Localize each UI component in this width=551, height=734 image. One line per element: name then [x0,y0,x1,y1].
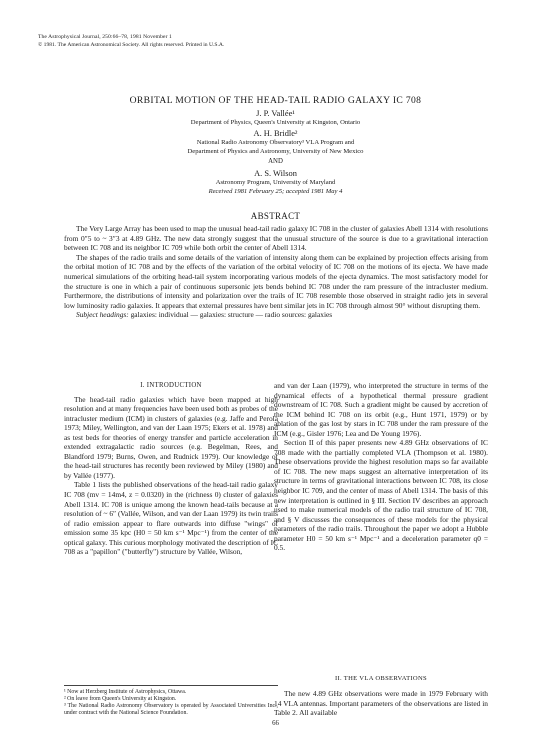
section-heading: I. INTRODUCTION [140,382,202,389]
subject-headings [64,310,488,320]
body-paragraph: and van der Laan (1979), who interpreted the structure in terms of the dynamical effects of a hypothetical thermal pressure gradient downstream of IC 708. Such a gradient might be caused by accretion of the ICM behind IC 708 on its orbit (e.g., Hunt 1971, 1979) or by ablation of the gas lost by stars in IC 708 under the ram pressure of the ICM (e.g., Gisler 1976; Lea and De Young 1976). [274,381,488,438]
footnotes [64,685,278,717]
journal-header [38,34,224,49]
subject-headings-text: galaxies: individual — galaxies: structure — radio sources: galaxies [130,310,333,320]
author-affiliation: National Radio Astronomy Observatory³ VLA Program and [196,139,355,147]
author-affiliation: Department of Physics, Queen's University at Kingston, Ontario [190,119,361,126]
author-affiliation: Department of Physics and Astronomy, University of New Mexico [187,147,364,155]
author-name: A. H. Bridle² [253,129,298,139]
body-paragraph: Section II of this paper presents new 4.89 GHz observations of IC 708 made with the partially completed VLA (Thompson et al. 1980). These observations provide the highest resolution maps so far available of IC 708. The new maps suggest an alternative interpretation of its structure in terms of gravitational interactions between IC 708, its close neighbor IC 709, and the center of mass of Abell 1314. The basis of this new interpretation is outlined in § III. Section IV describes an approach used to make numerical models of the radio trail structure of IC 708, and § V discusses the consequences of these models for the physical parameters of the radio trails. Throughout the paper we adopt a Hubble parameter H0 = 50 km s⁻¹ Mpc⁻¹ and a deceleration parameter q0 = 0.5. [274,438,488,553]
page-number: 66 [272,720,279,727]
author-name: A. S. Wilson [254,169,297,179]
section-heading: II. THE VLA OBSERVATIONS [334,675,428,682]
paper-title: ORBITAL MOTION OF THE HEAD-TAIL RADIO GALAXY IC 708 [129,95,422,106]
received-date: Received 1981 February 25; accepted 1981 May 4 [208,187,343,195]
abstract-heading: ABSTRACT [250,211,301,221]
abstract-paragraph: The shapes of the radio trails and some details of the variation of intensity along them can be explained by projection effects arising from the orbital motion of IC 708 and by the effects of the variation of the orbital velocity of IC 708 on the motions of its ejecta. We have made numerical simulations of the orbiting head-tail system incorporating various models of the ejecta dynamics. The most satisfactory model for the structure is one in which a pair of continuous supersonic jets bends behind IC 708 under the ram pressure of the intracluster medium. Furthermore, the distributions of intensity and polarization over the trails of IC 708 resemble those observed in straight radio jets in several low luminosity radio galaxies. It appears that external pressures have bent similar jets in IC 708 through almost 90° without disrupting them. [64,252,488,310]
copyright-line: © 1981. The American Astronomical Society. All rights reserved. Printed in U.S.A. [38,41,225,48]
and-separator: AND [268,158,283,166]
author-name: J. P. Vallée¹ [256,109,295,118]
body-paragraph: The head-tail radio galaxies which have been mapped at high resolution and at many frequencies have been used both as probes of the intracluster medium (ICM) in clusters of galaxies (e.g. Jaffe and Perola 1973; Miley, Wellington, and van der Laan 1975; Ekers et al. 1978) and as test beds for theories of energy transfer and particle acceleration in extended extragalactic radio sources (e.g. Begelman, Rees, and Blandford 1979; Burns, Owen, and Rudnick 1979). Our knowledge of the head-tail structures has recently been reviewed by Miley (1980) and by Vallée (1977). [64,394,278,480]
body-paragraph: Table 1 lists the published observations of the head-tail radio galaxy IC 708 (mv = 14m4, z = 0.0320) in the (richness 0) cluster of galaxies Abell 1314. IC 708 is unique among the known head-tails because at a resolution of ~ 6″ (Vallée, Wilson, and van der Laan 1979) its twin trails of radio emission appear to flare outwards into diffuse "wings" of emission some 35 kpc (H0 = 50 km s⁻¹ Mpc⁻¹) from the center of the optical galaxy. This curious morphology motivated the description of IC 708 as a "papillon" ("butterfly") structure by Vallée, Wilson, [64,480,278,557]
title-block [0,95,551,196]
right-column [274,381,488,553]
author-affiliation: Astronomy Program, University of Maryland [215,179,336,187]
abstract-paragraph: The Very Large Array has been used to map the unusual head-tail radio galaxy IC 708 in the cluster of galaxies Abell 1314 with resolutions from 0″5 to ~ 3″3 at 4.89 GHz. The new data strongly suggest that the unusual structure of the source is due to a gravitational interaction between IC 708 and its neighbor IC 709 while both orbit the center of Abell 1314. [64,224,488,253]
footnote: ¹ Now at Herzberg Institute of Astrophysics, Ottawa. [64,689,187,695]
subject-headings-label: Subject headings: [76,310,129,320]
footnote: ³ The National Radio Astronomy Observatory is operated by Associated Universities Inc., under contract with the National Science Foundation. [64,703,278,716]
right-column-bottom [274,689,488,718]
abstract [64,224,488,320]
left-column [64,381,278,557]
journal-citation: The Astrophysical Journal, 250:66–78, 1981 November 1 [38,34,172,40]
footnote: ² On leave from Queen's University at Kingston. [64,696,177,702]
body-paragraph: The new 4.89 GHz observations were made in 1979 February with 14 VLA antennas. Important parameters of the observations are listed in Table 2. All available [274,689,488,718]
